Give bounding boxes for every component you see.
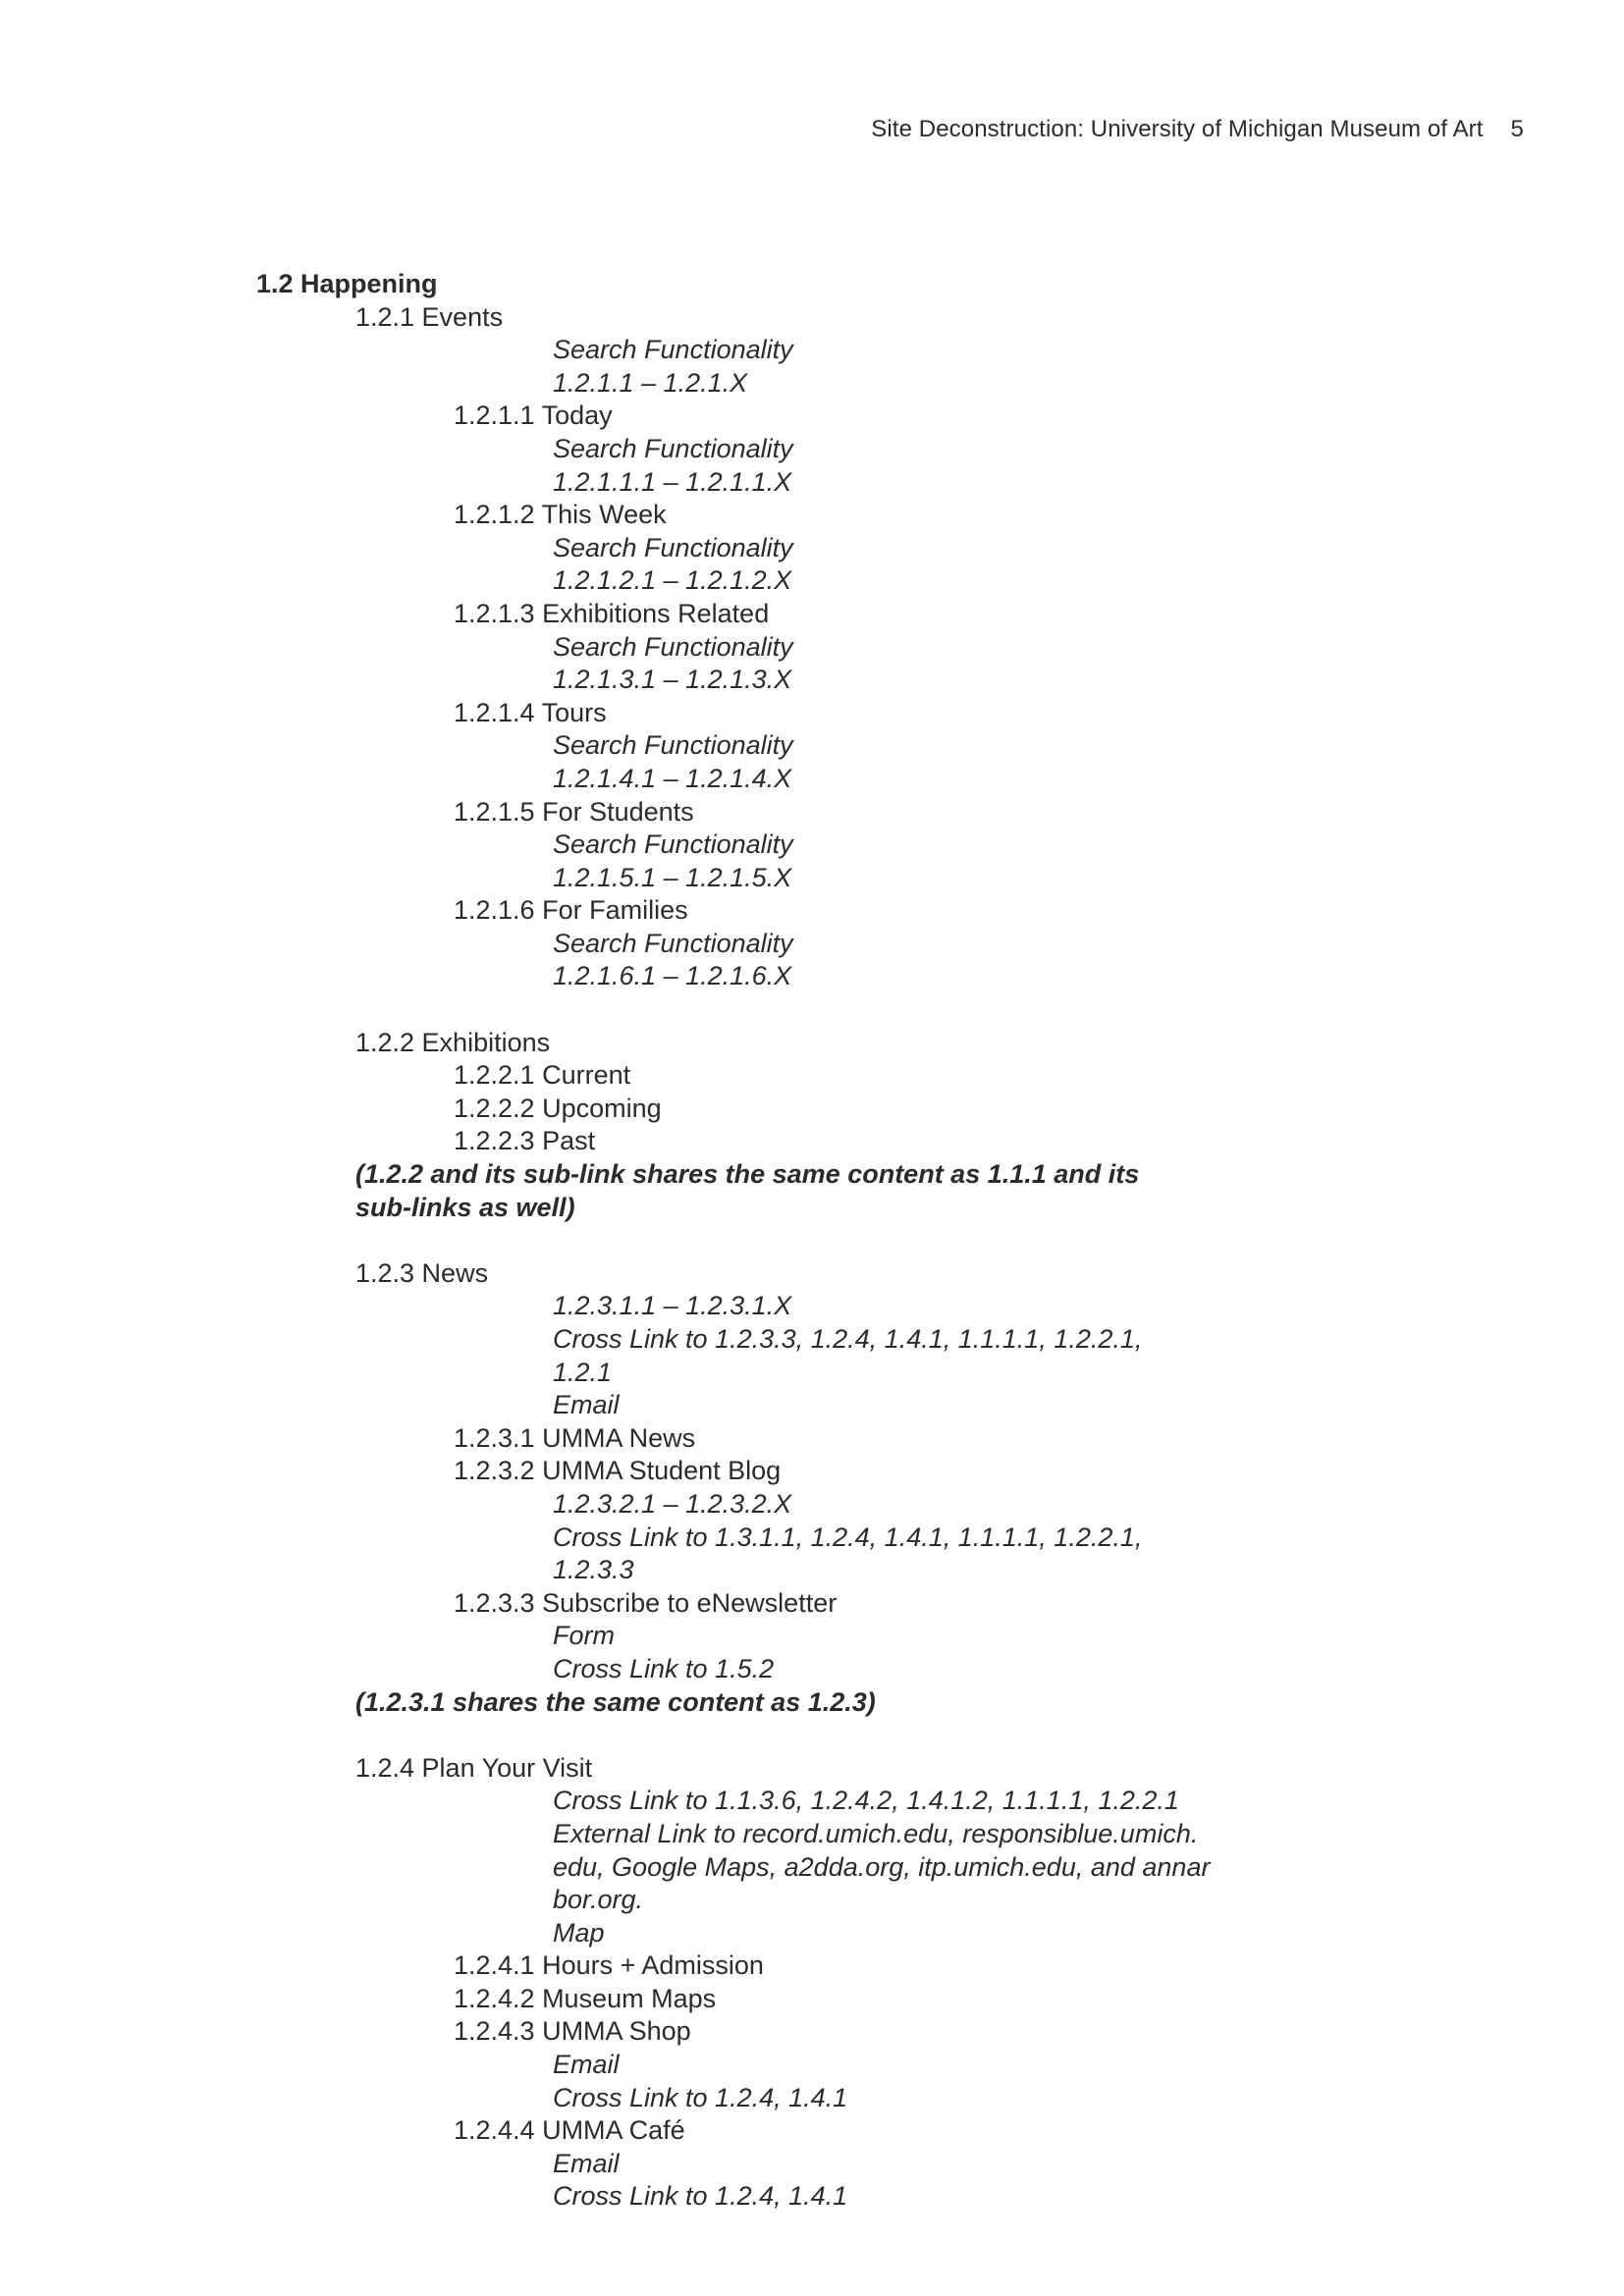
outline-note: 1.2.3.3 [553, 1555, 634, 1585]
outline-note: Map [553, 1917, 605, 1948]
outline-item: 1.2.3.3 Subscribe to eNewsletter [454, 1587, 838, 1618]
outline-item: 1.2.1.5 For Students [454, 796, 694, 827]
outline-item: 1.2.1 Events [355, 301, 504, 332]
blank-line [256, 1719, 1435, 1752]
outline-note: 1.2.1.1.1 – 1.2.1.1.X [553, 466, 792, 497]
outline-item: 1.2.1.3 Exhibitions Related [454, 598, 770, 628]
outline-item: 1.2.3 News [355, 1257, 489, 1288]
outline-note: Search Functionality [553, 730, 793, 761]
outline-item: 1.2.4.4 UMMA Café [454, 2115, 685, 2146]
outline-item: 1.2.4 Plan Your Visit [355, 1752, 593, 1783]
content-note: (1.2.3.1 shares the same content as 1.2.3) [355, 1686, 876, 1717]
content-note: sub-links as well) [355, 1192, 575, 1222]
outline-note: Cross Link to 1.2.4, 1.4.1 [553, 2181, 848, 2212]
outline-note: Cross Link to 1.3.1.1, 1.2.4, 1.4.1, 1.1.1.1, 1.2.2.1, [553, 1522, 1143, 1552]
outline-note: 1.2.3.2.1 – 1.2.3.2.X [553, 1488, 792, 1519]
outline-item: 1.2.4.1 Hours + Admission [454, 1950, 764, 1981]
outline-note: Cross Link to 1.5.2 [553, 1653, 775, 1683]
outline-note: 1.2.1.5.1 – 1.2.1.5.X [553, 862, 792, 892]
outline-item: 1.2.4.2 Museum Maps [454, 1983, 717, 2013]
outline-item: 1.2.2 Exhibitions [355, 1027, 551, 1057]
site-outline [256, 268, 1435, 2214]
blank-line [256, 993, 1435, 1027]
outline-note: Email [553, 2148, 620, 2178]
outline-item: 1.2.1.4 Tours [454, 697, 607, 727]
outline-note: Search Functionality [553, 829, 793, 860]
outline-note: 1.2.1.4.1 – 1.2.1.4.X [553, 763, 792, 793]
page-header [871, 116, 1524, 143]
outline-note: 1.2.1.1 – 1.2.1.X [553, 367, 748, 398]
section-heading: 1.2 Happening [256, 269, 438, 298]
outline-note: Email [553, 2050, 620, 2080]
outline-note: Email [553, 1390, 620, 1420]
outline-note: Cross Link to 1.2.3.3, 1.2.4, 1.4.1, 1.1.1.1, 1.2.2.1, [553, 1324, 1143, 1354]
content-note: (1.2.2 and its sub-link shares the same content as 1.1.1 and its [355, 1159, 1140, 1190]
outline-note: 1.2.1.2.1 – 1.2.1.2.X [553, 565, 792, 596]
outline-note: 1.2.1.3.1 – 1.2.1.3.X [553, 665, 792, 695]
outline-item: 1.2.3.1 UMMA News [454, 1422, 696, 1453]
outline-note: Cross Link to 1.2.4, 1.4.1 [553, 2082, 848, 2112]
outline-note: edu, Google Maps, a2dda.org, itp.umich.edu, and annar [553, 1851, 1211, 1882]
outline-note: 1.2.3.1.1 – 1.2.3.1.X [553, 1291, 792, 1321]
outline-item: 1.2.2.3 Past [454, 1126, 596, 1156]
page-number: 5 [1510, 116, 1524, 142]
outline-note: Search Functionality [553, 433, 793, 463]
outline-note: 1.2.1.6.1 – 1.2.1.6.X [553, 961, 792, 991]
outline-item: 1.2.2.2 Upcoming [454, 1093, 662, 1123]
outline-item: 1.2.1.2 This Week [454, 500, 667, 530]
outline-item: 1.2.1.1 Today [454, 400, 613, 431]
outline-note: Search Functionality [553, 532, 793, 562]
outline-note: Form [553, 1621, 615, 1651]
document-title: Site Deconstruction: University of Michigan Museum of Art [871, 116, 1484, 142]
outline-item: 1.2.1.6 For Families [454, 895, 688, 926]
outline-note: 1.2.1 [553, 1357, 613, 1387]
outline-item: 1.2.4.3 UMMA Shop [454, 2016, 691, 2047]
outline-item: 1.2.2.1 Current [454, 1060, 631, 1091]
outline-note: Search Functionality [553, 928, 793, 958]
outline-note: Cross Link to 1.1.3.6, 1.2.4.2, 1.4.1.2, 1.1.1.1, 1.2.2.1 [553, 1786, 1179, 1816]
outline-note: bor.org. [553, 1885, 644, 1915]
outline-note: Search Functionality [553, 335, 793, 365]
outline-note: External Link to record.umich.edu, responsiblue.umich. [553, 1818, 1199, 1848]
outline-item: 1.2.3.2 UMMA Student Blog [454, 1456, 782, 1486]
blank-line [256, 1224, 1435, 1257]
outline-note: Search Functionality [553, 631, 793, 662]
